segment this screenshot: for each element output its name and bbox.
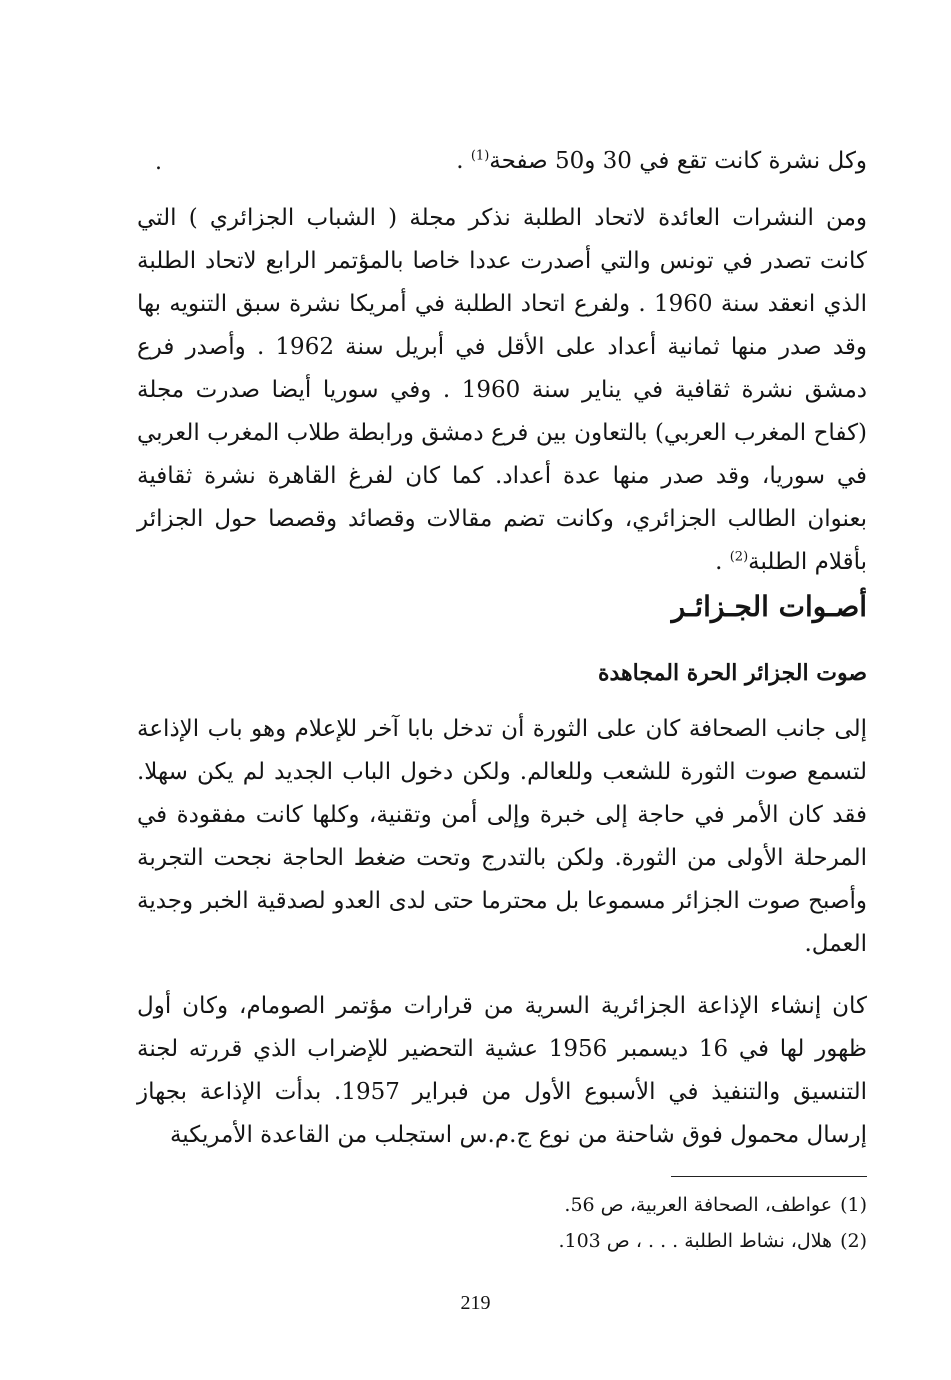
paragraph-2 bbox=[137, 708, 867, 966]
section-title: أصـوات الجـزائـر bbox=[671, 590, 867, 623]
stray-mark: . bbox=[155, 150, 162, 175]
intro-line bbox=[137, 140, 867, 183]
paragraph-3 bbox=[137, 985, 867, 1157]
intro-line-text: وكل نشرة كانت تقع في 30 و50 صفحة bbox=[489, 148, 867, 174]
section-heading bbox=[137, 587, 867, 627]
subsection-heading bbox=[137, 655, 867, 691]
footnote-separator bbox=[671, 1176, 867, 1177]
footnote-1 bbox=[137, 1188, 867, 1222]
page-number: 219 bbox=[460, 1292, 491, 1314]
paragraph-2-text: إلى جانب الصحافة كان على الثورة أن تدخل بابا آخر للإعلام وهو باب الإذاعة لتسمع صوت الثورة للشعب وللعالم. ولكن دخول الباب الجديد لم يكن سهلا. فقد كان الأمر في حاجة إلى خبرة وإلى أمن وتقنية، وكلها كانت مفقودة في المرحلة الأولى من الثورة. ولكن بالتدرج وتحت ضغط الحاجة نجحت التجربة وأصبح صوت الجزائر مسموعا بل محترما حتى لدى العدو لصدقية الخبر وجدية العمل. bbox=[137, 716, 867, 957]
footnote-2-number: (2) bbox=[840, 1230, 867, 1252]
paragraph-1-text: ومن النشرات العائدة لاتحاد الطلبة نذكر مجلة ( الشباب الجزائري ) التي كانت تصدر في تونس والتي أصدرت عددا خاصا بالمؤتمر الرابع لاتحاد الطلبة الذي انعقد سنة 1960 . ولفرع اتحاد الطلبة في أمريكا نشرة سبق التنويه بها وقد صدر منها ثمانية أعداد على الأقل في أبريل سنة 1962 . وأصدر فرع دمشق نشرة ثقافية في يناير سنة 1960 . وفي سوريا أيضا صدرت مجلة (كفاح المغرب العربي) بالتعاون بين فرع دمشق ورابطة طلاب المغرب العربي في سوريا، وقد صدر منها عدة أعداد. كما كان لفرغ القاهرة نشرة ثقافية بعنوان الطالب الجزائري، وكانت تضم مقالات وقصائد وقصصا حول الجزائر بأقلام الطلبة bbox=[137, 205, 868, 575]
subsection-title: صوت الجزائر الحرة المجاهدة bbox=[597, 660, 867, 686]
footnote-ref-1: (1) bbox=[470, 148, 490, 164]
paragraph-3-text: كان إنشاء الإذاعة الجزائرية السرية من قرارات مؤتمر الصومام، وكان أول ظهور لها في 16 ديسمبر 1956 عشية التحضير للإضراب الذي قررته لجنة التنسيق والتنفيذ في الأسبوع الأول من فبراير 1957. بدأت الإذاعة بجهاز إرسال محمول فوق شاحنة من نوع ج.م.س استجلب من القاعدة الأمريكية bbox=[137, 993, 867, 1148]
footnote-2-text: هلال، نشاط الطلبة . . . ، ص 103. bbox=[558, 1230, 833, 1252]
intro-line-end: . bbox=[456, 148, 464, 174]
footnote-1-number: (1) bbox=[840, 1194, 867, 1216]
paragraph-1 bbox=[137, 197, 867, 584]
footnote-ref-2: (2) bbox=[729, 549, 749, 565]
footnote-2 bbox=[137, 1224, 867, 1258]
footnote-1-text: عواطف، الصحافة العربية، ص 56. bbox=[564, 1194, 833, 1216]
paragraph-1-end: . bbox=[715, 549, 723, 575]
